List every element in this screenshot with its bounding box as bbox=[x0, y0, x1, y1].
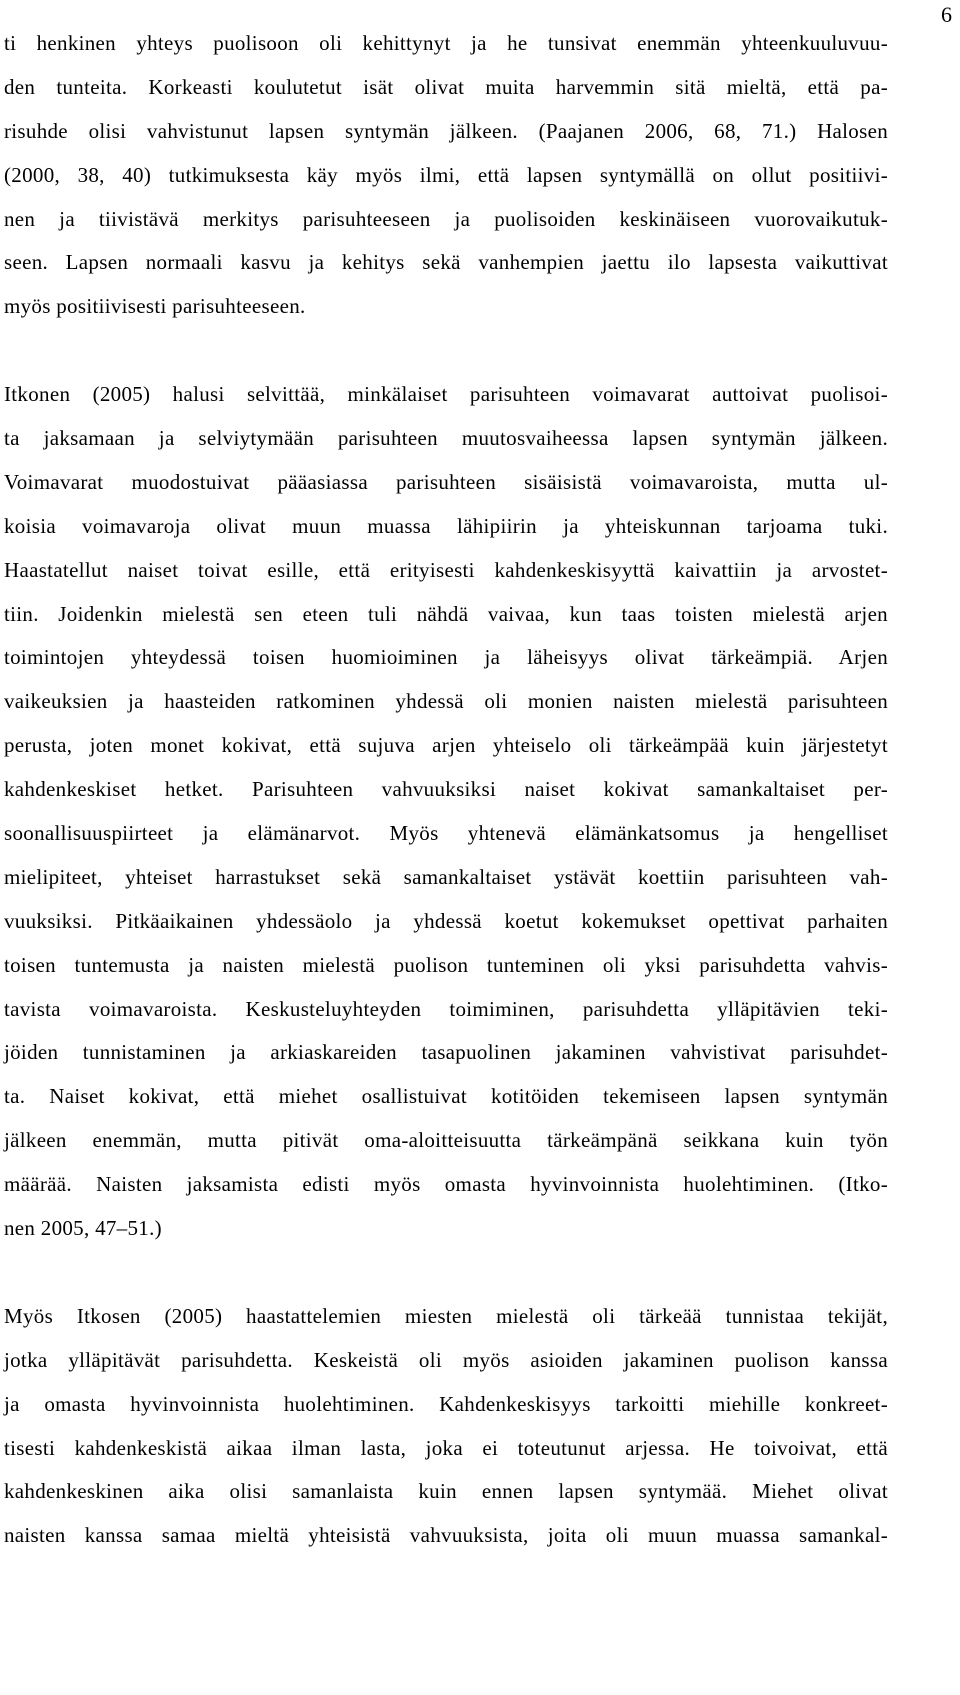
text-line: Itkonen (2005) halusi selvittää, minkälaiset parisuhteen voimavarat auttoivat puolisoi- bbox=[4, 382, 888, 407]
text-line: Myös Itkosen (2005) haastattelemien miesten mielestä oli tärkeää tunnistaa tekijät, bbox=[4, 1303, 888, 1328]
text-line: ti henkinen yhteys puolisoon oli kehittynyt ja he tunsivat enemmän yhteenkuuluvuu- bbox=[4, 31, 888, 55]
text-line: kahdenkeskinen aika olisi samanlaista kuin ennen lapsen syntymää. Miehet olivat bbox=[4, 1479, 888, 1504]
text-line: jälkeen enemmän, mutta pitivät oma-aloitteisuutta tärkeämpänä seikkana kuin työn bbox=[4, 1128, 888, 1153]
text-line: vuuksiksi. Pitkäaikainen yhdessäolo ja yhdessä koetut kokemukset opettivat parhaiten bbox=[4, 908, 888, 933]
text-line: ja omasta hyvinvoinnista huolehtiminen. Kahdenkeskisyys tarkoitti miehille konkreet- bbox=[4, 1391, 888, 1416]
paragraph-1 bbox=[4, 22, 888, 329]
text-line: seen. Lapsen normaali kasvu ja kehitys sekä vanhempien jaettu ilo lapsesta vaikuttivat bbox=[4, 250, 888, 275]
body-text bbox=[4, 22, 888, 1558]
text-line: tisesti kahdenkeskistä aikaa ilman lasta, joka ei toteutunut arjessa. He toivoivat, että bbox=[4, 1435, 888, 1460]
text-line: den tunteita. Korkeasti koulutetut isät olivat muita harvemmin sitä mieltä, että pa- bbox=[4, 74, 888, 99]
text-line: ta. Naiset kokivat, että miehet osallistuivat kotitöiden tekemiseen lapsen syntymän bbox=[4, 1084, 888, 1109]
text-line: soonallisuuspiirteet ja elämänarvot. Myös yhtenevä elämänkatsomus ja hengelliset bbox=[4, 821, 888, 846]
paragraph-gap bbox=[4, 1251, 888, 1295]
text-line: Haastatellut naiset toivat esille, että erityisesti kahdenkeskisyyttä kaivattiin ja arvostet- bbox=[4, 557, 888, 582]
text-line: risuhde olisi vahvistunut lapsen syntymän jälkeen. (Paajanen 2006, 68, 71.) Halosen bbox=[4, 118, 888, 143]
paragraph-gap bbox=[4, 329, 888, 373]
text-line: (2000, 38, 40) tutkimuksesta käy myös ilmi, että lapsen syntymällä on ollut positiivi- bbox=[4, 162, 888, 187]
text-line: myös positiivisesti parisuhteeseen. bbox=[4, 294, 306, 319]
text-line: mielipiteet, yhteiset harrastukset sekä samankaltaiset ystävät koettiin parisuhteen vah- bbox=[4, 864, 888, 889]
text-line: tiin. Joidenkin mielestä sen eteen tuli nähdä vaivaa, kun taas toisten mielestä arjen bbox=[4, 601, 888, 626]
text-line: vaikeuksien ja haasteiden ratkominen yhdessä oli monien naisten mielestä parisuhteen bbox=[4, 689, 888, 714]
text-line: jöiden tunnistaminen ja arkiaskareiden tasapuolinen jakaminen vahvistivat parisuhdet- bbox=[4, 1040, 888, 1065]
text-line: perusta, joten monet kokivat, että sujuva arjen yhteiselo oli tärkeämpää kuin järjestetyt bbox=[4, 733, 888, 758]
text-line: toimintojen yhteydessä toisen huomioiminen ja läheisyys olivat tärkeämpiä. Arjen bbox=[4, 645, 888, 670]
paragraph-2 bbox=[4, 373, 888, 1251]
text-line: nen ja tiivistävä merkitys parisuhteeseen ja puolisoiden keskinäiseen vuorovaikutuk- bbox=[4, 206, 888, 231]
text-line: nen 2005, 47–51.) bbox=[4, 1216, 162, 1241]
text-line: kahdenkeskiset hetket. Parisuhteen vahvuuksiksi naiset kokivat samankaltaiset per- bbox=[4, 777, 888, 802]
text-line: jotka ylläpitävät parisuhdetta. Keskeistä oli myös asioiden jakaminen puolison kanssa bbox=[4, 1347, 888, 1372]
text-line: ta jaksamaan ja selviytymään parisuhteen muutosvaiheessa lapsen syntymän jälkeen. bbox=[4, 426, 888, 451]
text-line: määrää. Naisten jaksamista edisti myös omasta hyvinvoinnista huolehtiminen. (Itko- bbox=[4, 1172, 888, 1197]
page-number: 6 bbox=[941, 2, 952, 27]
text-line: toisen tuntemusta ja naisten mielestä puolison tunteminen oli yksi parisuhdetta vahvis- bbox=[4, 952, 888, 977]
paragraph-3 bbox=[4, 1295, 888, 1558]
text-line: koisia voimavaroja olivat muun muassa lähipiirin ja yhteiskunnan tarjoama tuki. bbox=[4, 513, 888, 538]
text-line: naisten kanssa samaa mieltä yhteisistä vahvuuksista, joita oli muun muassa samankal- bbox=[4, 1523, 888, 1548]
text-line: Voimavarat muodostuivat pääasiassa parisuhteen sisäisistä voimavaroista, mutta ul- bbox=[4, 469, 888, 494]
text-line: tavista voimavaroista. Keskusteluyhteyden toimiminen, parisuhdetta ylläpitävien teki- bbox=[4, 996, 888, 1021]
